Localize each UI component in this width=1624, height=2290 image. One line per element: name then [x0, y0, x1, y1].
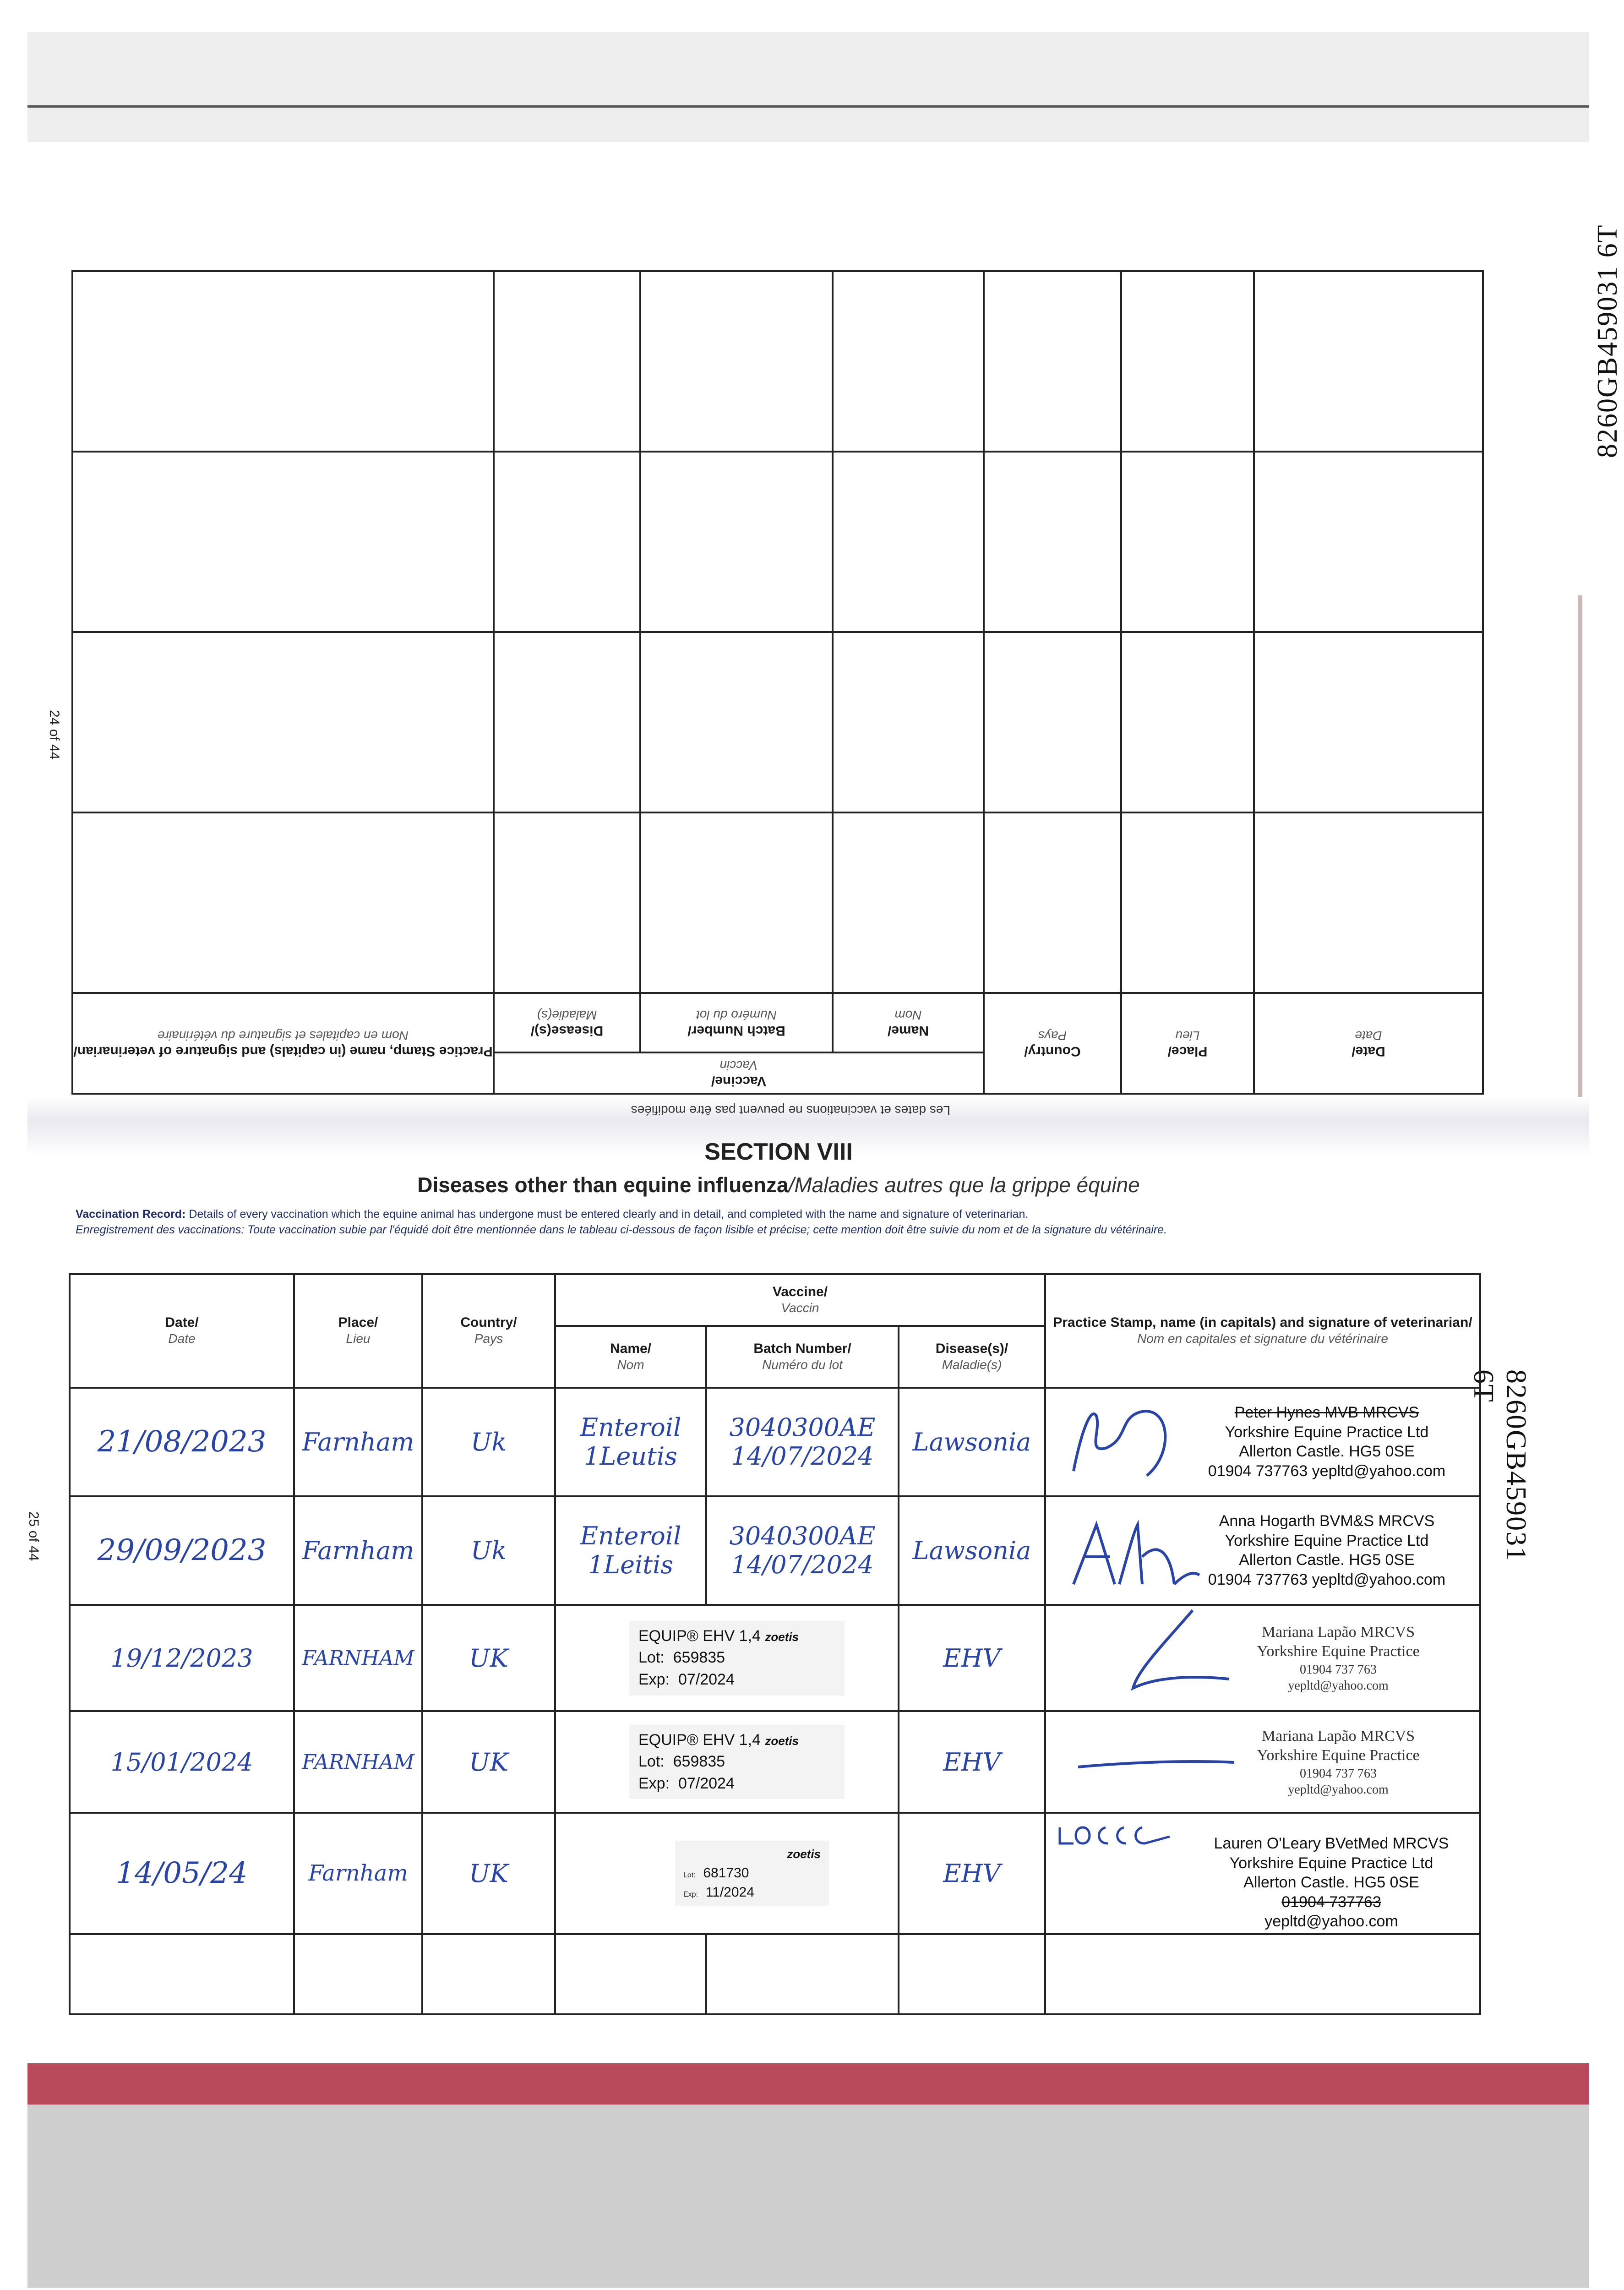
- signature: [1083, 1606, 1234, 1707]
- row-stamp: [1045, 1813, 1480, 1934]
- upper-header-date: Date/ Date: [1254, 993, 1483, 1094]
- row-place: Farnham: [294, 1388, 422, 1496]
- header-name: Name/ Nom: [555, 1326, 706, 1387]
- stamp-line: Yorkshire Equine Practice: [1257, 1643, 1420, 1660]
- sticker-exp-label: Exp:: [683, 1891, 698, 1899]
- upper-page: [0, 0, 1623, 1145]
- stamp-line: Allerton Castle. HG5 0SE: [1243, 1874, 1419, 1892]
- upper-passport-id: 8260GB459031 6T: [1592, 224, 1623, 458]
- stamp-line: Lauren O'Leary BVetMed MRCVS: [1214, 1835, 1449, 1853]
- upper-header-disease: Disease(s)/ Maladie(s): [494, 993, 640, 1052]
- sticker-lot-label: Lot:: [638, 1649, 665, 1667]
- sticker-exp-label: Exp:: [638, 1670, 670, 1688]
- vaccine-sticker: [555, 1605, 899, 1711]
- row-vaccine-name: Enteroil 1Leitis: [555, 1496, 706, 1605]
- stamp-line: 01904 737 763: [1300, 1662, 1377, 1677]
- sticker-exp: 07/2024: [678, 1670, 735, 1688]
- row-place: Farnham: [294, 1813, 422, 1934]
- upper-empty-row: [72, 271, 1483, 452]
- upper-header-name: Name/ Nom: [833, 993, 984, 1052]
- row-place: FARNHAM: [294, 1711, 422, 1813]
- sticker-lot-label: Lot:: [683, 1871, 696, 1880]
- sticker-product: EQUIP® EHV 1,4: [638, 1731, 761, 1749]
- sticker-exp: 11/2024: [705, 1885, 754, 1900]
- upper-note: Les dates et vaccinations ne peuvent pas être modifiées: [631, 1103, 950, 1118]
- vaccine-sticker: [555, 1813, 899, 1934]
- row-disease: EHV: [899, 1711, 1045, 1813]
- row-disease: Lawsonia: [899, 1388, 1045, 1496]
- header-stamp: Practice Stamp, name (in capitals) and signature of veterinarian/ Nom en capitales et signature du vétérinaire: [1045, 1274, 1480, 1388]
- upper-header-place: Place/ Lieu: [1121, 993, 1254, 1094]
- stamp-line: Mariana Lapão MRCVS: [1261, 1623, 1415, 1641]
- row-country: UK: [422, 1711, 555, 1813]
- sticker-lot-label: Lot:: [638, 1753, 665, 1771]
- vaccination-record-note: Vaccination Record: Details of every vaccination which the equine animal has undergone must be entered clearly and in detail, and completed with the name and signature of veterinarian. Enregistrement des vaccinations: Toute vaccination subie par l'équidé doit être mentionnée dans le tableau ci-dessous de façon lisible et précise; cette mention doit être suivie du nom et de la signature du vétérinaire.: [76, 1208, 1167, 1236]
- sticker-lot: 659835: [673, 1649, 725, 1667]
- vaccination-table: [69, 1273, 1481, 2015]
- upper-empty-row: [72, 452, 1483, 632]
- header-date: Date/ Date: [70, 1274, 294, 1388]
- stamp-line: yepltd@yahoo.com: [1288, 1678, 1389, 1693]
- header-vaccine: Vaccine/ Vaccin: [555, 1274, 1045, 1326]
- section-title: SECTION VIII: [704, 1139, 853, 1165]
- row-vaccine-name: Enteroil 1Leutis: [555, 1388, 706, 1496]
- sticker-exp: 07/2024: [678, 1774, 735, 1792]
- section-subtitle: Diseases other than equine influenza/Maladies autres que la grippe équine: [417, 1173, 1140, 1197]
- row-disease: Lawsonia: [899, 1496, 1045, 1605]
- stamp-line: Yorkshire Equine Practice Ltd: [1225, 1532, 1429, 1549]
- upper-header-batch: Batch Number/ Numéro du lot: [640, 993, 833, 1052]
- signature: [1055, 1818, 1202, 1850]
- row-stamp: [1045, 1605, 1480, 1711]
- vaccine-sticker: [555, 1711, 899, 1813]
- header-batch: Batch Number/ Numéro du lot: [706, 1326, 899, 1387]
- upper-header-country: Country/ Pays: [984, 993, 1121, 1094]
- upper-vaccination-table: [71, 270, 1484, 1095]
- signature: [1064, 1398, 1183, 1485]
- stamp-line: Allerton Castle. HG5 0SE: [1239, 1443, 1415, 1461]
- stamp-line: yepltd@yahoo.com: [1288, 1782, 1389, 1797]
- row-date: 15/01/2024: [70, 1711, 294, 1813]
- header-country: Country/ Pays: [422, 1274, 555, 1388]
- row-country: UK: [422, 1813, 555, 1934]
- stamp-line: 01904 737 763: [1300, 1766, 1377, 1781]
- row-country: Uk: [422, 1388, 555, 1496]
- stamp-line: Allerton Castle. HG5 0SE: [1239, 1551, 1415, 1569]
- stamp-line: Yorkshire Equine Practice Ltd: [1225, 1423, 1429, 1441]
- sticker-product: EQUIP® EHV 1,4: [638, 1627, 761, 1645]
- upper-empty-row: [72, 632, 1483, 812]
- row-country: Uk: [422, 1496, 555, 1605]
- signature: [1074, 1739, 1238, 1794]
- header-disease: Disease(s)/ Maladie(s): [899, 1326, 1045, 1387]
- upper-header-stamp: Practice Stamp, name (in capitals) and signature of veterinarian/ Nom en capitales et signature du vétérinaire: [72, 993, 494, 1094]
- stamp-line: Peter Hynes MVB MRCVS: [1234, 1404, 1419, 1422]
- row-country: UK: [422, 1605, 555, 1711]
- vaccination-row-empty: [70, 1934, 1480, 2014]
- row-date: 21/08/2023: [70, 1388, 294, 1496]
- row-batch-number: 3040300AE 14/07/2024: [706, 1496, 899, 1605]
- sticker-brand: zoetis: [787, 1847, 821, 1861]
- row-stamp: [1045, 1711, 1480, 1813]
- row-batch-number: 3040300AE 14/07/2024: [706, 1388, 899, 1496]
- sticker-exp-label: Exp:: [638, 1774, 670, 1792]
- row-date: 19/12/2023: [70, 1605, 294, 1711]
- lower-page-number: 25 of 44: [26, 1511, 41, 1561]
- stamp-line: Anna Hogarth BVM&S MRCVS: [1219, 1512, 1435, 1530]
- row-disease: EHV: [899, 1813, 1045, 1934]
- vaccination-row: [70, 1496, 1480, 1605]
- stamp-line: 01904 737763: [1281, 1893, 1381, 1911]
- sticker-lot: 681730: [703, 1865, 749, 1881]
- sticker-brand: zoetis: [765, 1734, 799, 1748]
- row-place: Farnham: [294, 1496, 422, 1605]
- row-stamp: [1045, 1388, 1480, 1496]
- stamp-line: 01904 737763 yepltd@yahoo.com: [1208, 1462, 1446, 1480]
- vaccination-row: [70, 1605, 1480, 1711]
- vaccination-row: [70, 1711, 1480, 1813]
- passport-cover-edge: [27, 2063, 1589, 2105]
- sticker-lot: 659835: [673, 1753, 725, 1771]
- row-disease: EHV: [899, 1605, 1045, 1711]
- row-date: 14/05/24: [70, 1813, 294, 1934]
- stamp-line: Yorkshire Equine Practice: [1257, 1747, 1420, 1764]
- vaccination-row: [70, 1813, 1480, 1934]
- stamp-line: 01904 737763 yepltd@yahoo.com: [1208, 1570, 1446, 1588]
- row-place: FARNHAM: [294, 1605, 422, 1711]
- row-date: 29/09/2023: [70, 1496, 294, 1605]
- stamp-line: Mariana Lapão MRCVS: [1261, 1727, 1415, 1745]
- stamp-line: Yorkshire Equine Practice Ltd: [1229, 1854, 1433, 1872]
- upper-empty-row: [72, 812, 1483, 993]
- stamp-line: yepltd@yahoo.com: [1264, 1913, 1398, 1930]
- header-place: Place/ Lieu: [294, 1274, 422, 1388]
- row-stamp: [1045, 1496, 1480, 1605]
- scan-bottom-margin: [27, 2105, 1589, 2288]
- vaccination-row: [70, 1388, 1480, 1496]
- upper-page-number: 24 of 44: [47, 710, 62, 760]
- sticker-brand: zoetis: [765, 1630, 799, 1644]
- upper-header-vaccine: Vaccine/ Vaccin: [494, 1052, 984, 1094]
- signature: [1064, 1506, 1202, 1598]
- lower-passport-id: 8260GB459031 6T: [1468, 1369, 1531, 1562]
